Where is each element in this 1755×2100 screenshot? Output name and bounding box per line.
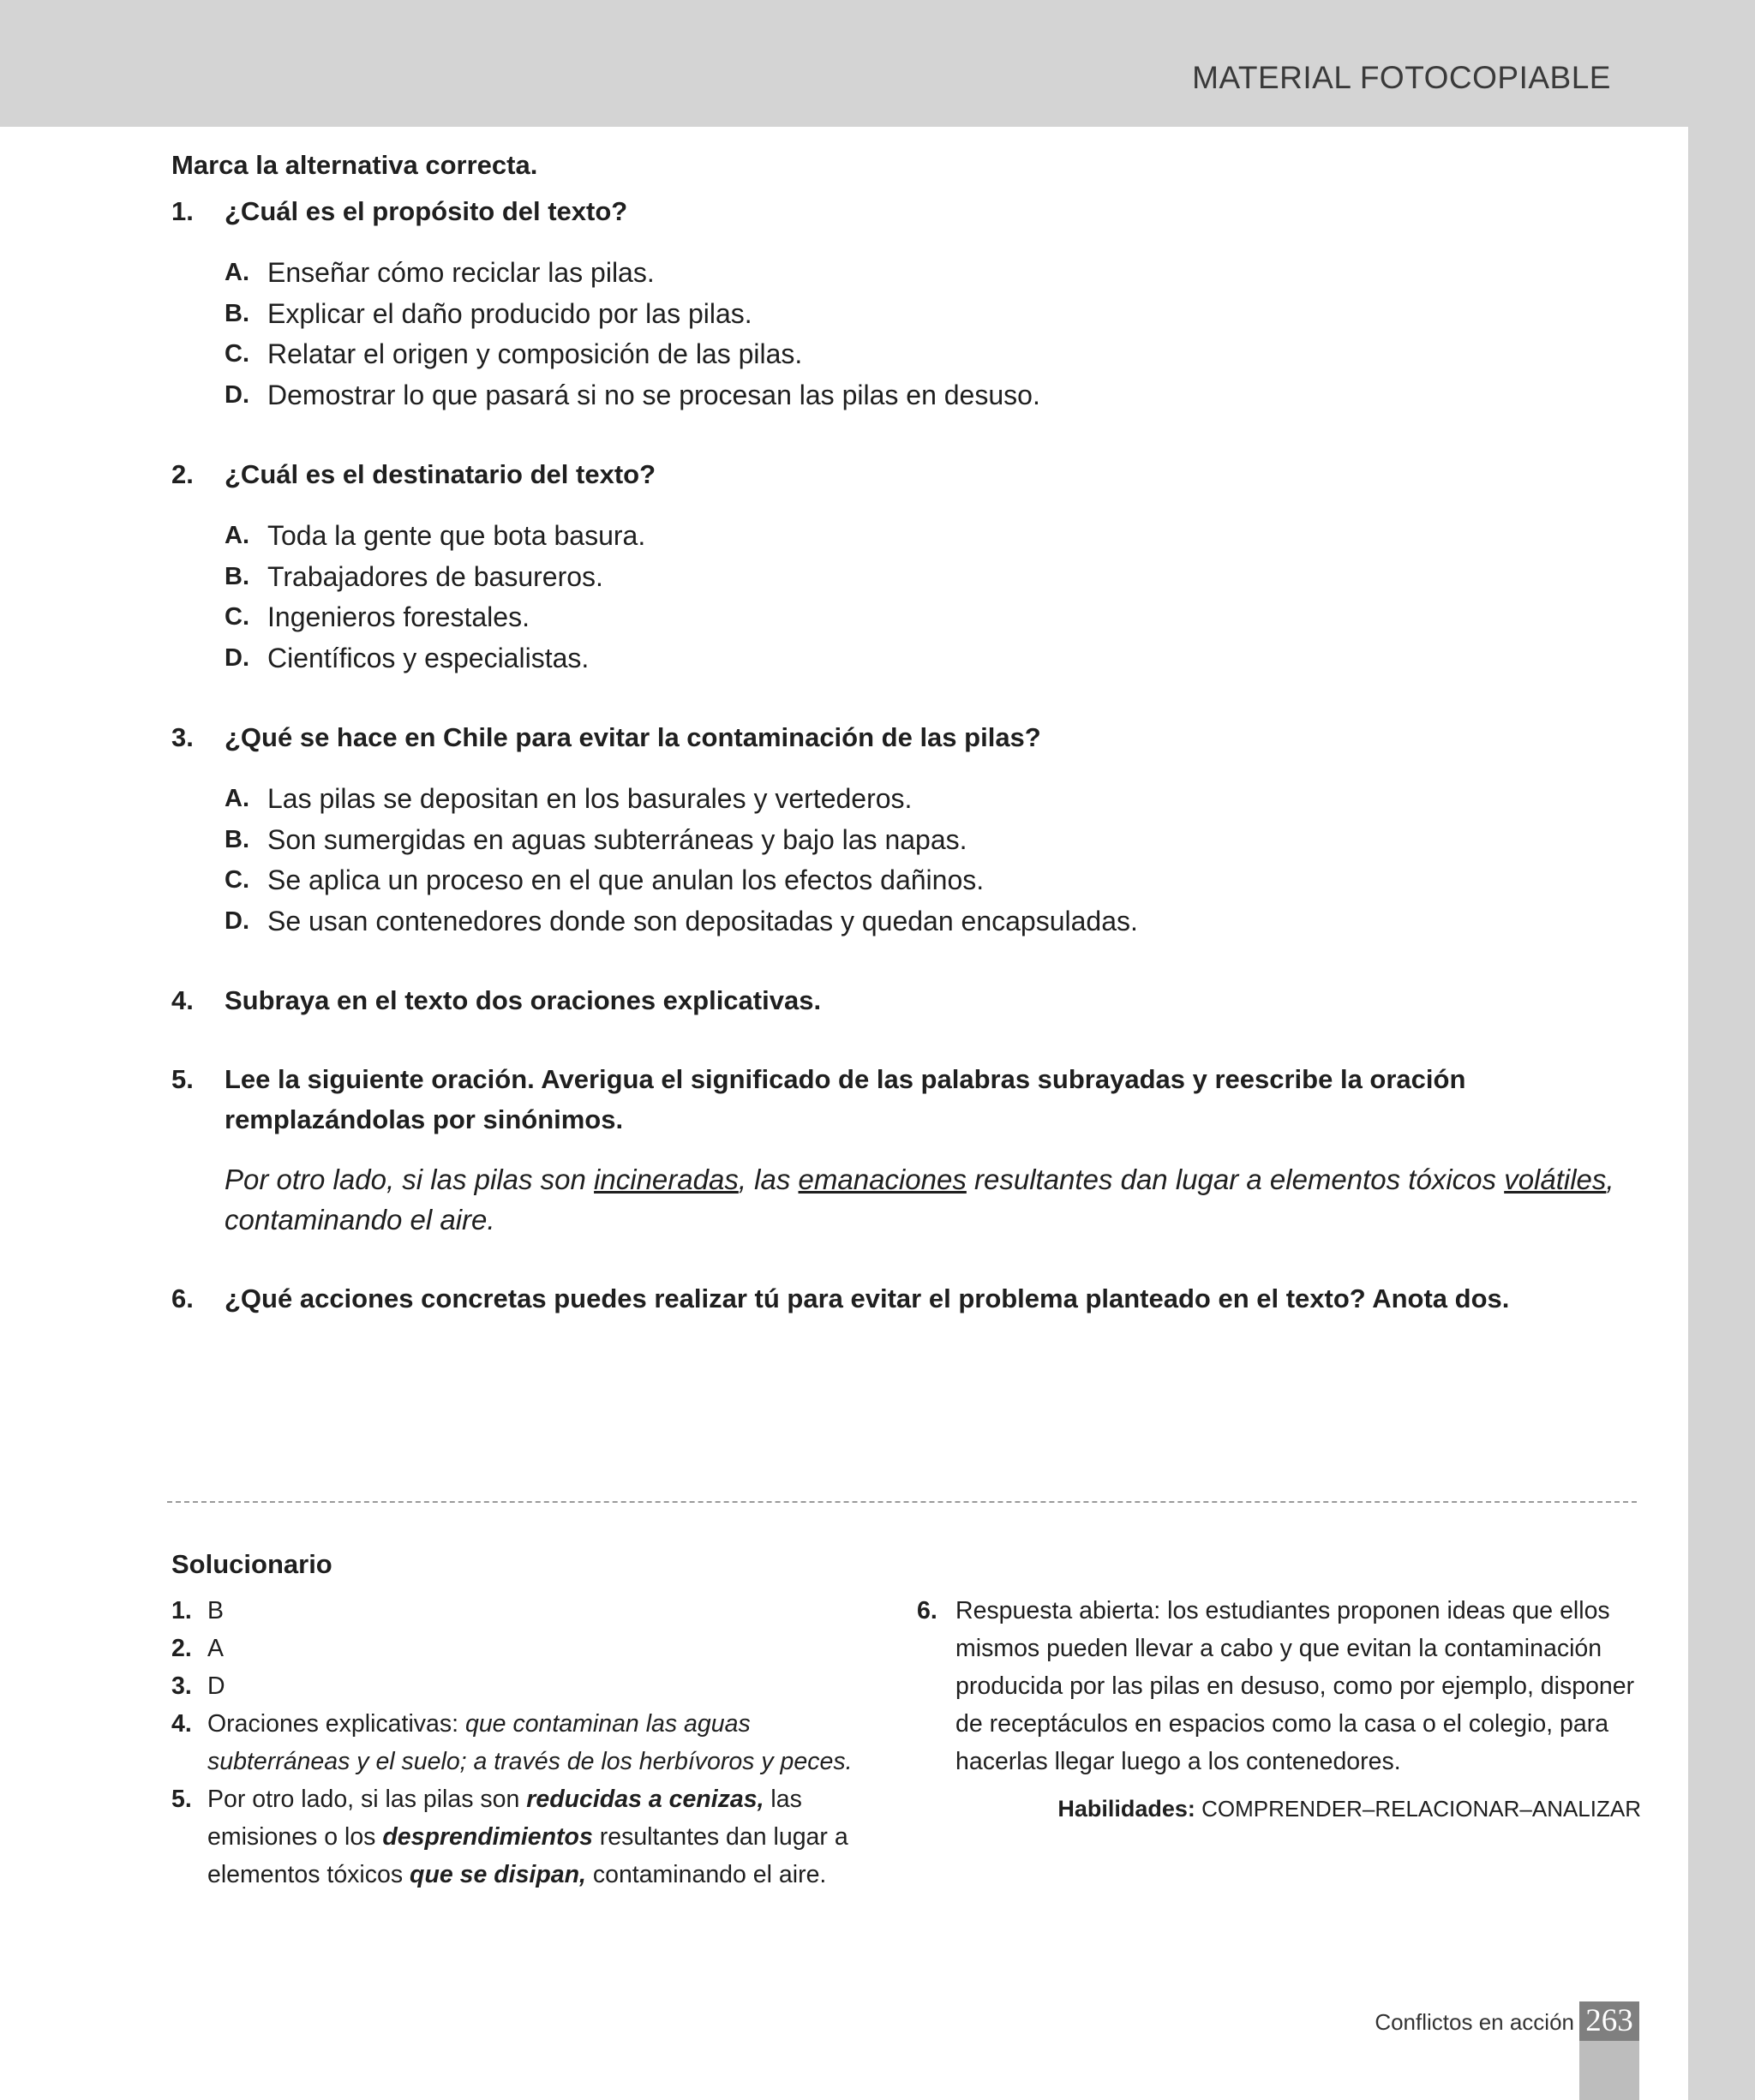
option-c[interactable]	[225, 334, 1637, 375]
option-letter: B.	[225, 299, 249, 327]
worksheet	[171, 150, 1637, 1357]
answer-2	[171, 1630, 891, 1667]
option-letter: B.	[225, 825, 249, 853]
option-letter: B.	[225, 562, 249, 590]
answer-text: contaminando el aire.	[585, 1861, 827, 1888]
answer-number: 4.	[171, 1710, 192, 1738]
question-text: ¿Cuál es el destinatario del texto?	[225, 459, 656, 489]
option-text: Explicar el daño producido por las pilas.	[267, 297, 752, 329]
answer-text: Por otro lado, si las pilas son	[207, 1786, 527, 1813]
option-b[interactable]	[225, 557, 1637, 598]
sentence-text: , contaminando el aire.	[225, 1164, 1614, 1235]
underlined-word: emanaciones	[798, 1164, 967, 1195]
question-number: 4.	[171, 985, 194, 1015]
options-list	[225, 779, 1637, 942]
answer-text: Respuesta abierta: los estudiantes proponen ideas que ellos mismos pueden llevar a cabo y que evitan la contaminación producida por las pilas en desuso, como por ejemplo, disponer de receptáculos en espacios como la casa o el colegio, para hacerlas llegar luego a los contenedores.	[955, 1597, 1635, 1775]
answer-5	[171, 1780, 891, 1894]
dashed-divider	[167, 1501, 1637, 1503]
answer-key-left-column	[171, 1592, 891, 1894]
option-text: Son sumergidas en aguas subterráneas y bajo las napas.	[267, 823, 967, 855]
question-6	[171, 1278, 1637, 1319]
question-number: 1.	[171, 196, 194, 226]
option-text: Trabajadores de basureros.	[267, 560, 603, 592]
option-a[interactable]	[225, 253, 1637, 294]
answer-text: Oraciones explicativas:	[207, 1710, 465, 1738]
answer-text: las emisiones o los	[207, 1786, 802, 1851]
answer-text: B	[207, 1597, 225, 1624]
side-strip	[1688, 127, 1755, 2100]
instruction: Marca la alternativa correcta.	[171, 150, 538, 180]
skills-line	[917, 1796, 1641, 1822]
question-number: 5.	[171, 1064, 194, 1094]
synonym-text: reducidas a cenizas,	[526, 1786, 764, 1813]
answer-number: 3.	[171, 1672, 192, 1700]
option-text: Las pilas se depositan en los basurales y vertederos.	[267, 783, 913, 814]
answer-number: 6.	[917, 1597, 937, 1624]
option-letter: D.	[225, 380, 249, 409]
answer-key-title: Solucionario	[171, 1549, 332, 1579]
question-3	[171, 717, 1637, 942]
answer-4	[171, 1705, 891, 1780]
option-text: Científicos y especialistas.	[267, 642, 590, 673]
example-sentence	[225, 1159, 1637, 1240]
option-letter: C.	[225, 866, 249, 894]
option-c[interactable]	[225, 597, 1637, 638]
page-tab	[1579, 2041, 1639, 2100]
option-text: Se usan contenedores donde son depositadas y quedan encapsuladas.	[267, 905, 1138, 936]
question-number: 2.	[171, 459, 194, 489]
answer-text: resultantes dan lugar a elementos tóxicos	[207, 1823, 848, 1888]
option-text: Demostrar lo que pasará si no se procesan las pilas en desuso.	[267, 379, 1040, 410]
option-letter: C.	[225, 340, 249, 368]
option-text: Toda la gente que bota basura.	[267, 520, 646, 551]
page-number: 263	[1579, 2001, 1639, 2041]
synonym-text: que se disipan,	[410, 1861, 586, 1888]
answer-1	[171, 1592, 891, 1630]
option-text: Se aplica un proceso en el que anulan los efectos dañinos.	[267, 865, 985, 895]
option-b[interactable]	[225, 294, 1637, 335]
skills-value: COMPRENDER–RELACIONAR–ANALIZAR	[1195, 1796, 1641, 1822]
answer-key-right-column	[917, 1592, 1641, 1822]
option-text: Ingenieros forestales.	[267, 601, 530, 632]
footer-book-title: Conflictos en acción	[1375, 2009, 1574, 2035]
question-text: ¿Qué acciones concretas puedes realizar tú para evitar el problema planteado en el texto? Anota dos.	[225, 1283, 1510, 1313]
option-letter: A.	[225, 259, 249, 286]
answer-italic-text: que contaminan las aguas subterráneas y el suelo; a través de los herbívoros y peces.	[207, 1710, 853, 1775]
option-letter: D.	[225, 643, 249, 672]
underlined-word: volátiles	[1504, 1164, 1607, 1195]
option-b[interactable]	[225, 820, 1637, 861]
synonym-text: desprendimientos	[382, 1823, 593, 1851]
option-d[interactable]	[225, 638, 1637, 679]
option-letter: A.	[225, 522, 249, 549]
question-4	[171, 980, 1637, 1020]
answer-text: A	[207, 1635, 225, 1662]
answer-3	[171, 1667, 891, 1705]
sentence-text: Por otro lado, si las pilas son	[225, 1164, 595, 1195]
sentence-text: , las	[738, 1164, 799, 1195]
question-1	[171, 191, 1637, 416]
question-text: Lee la siguiente oración. Averigua el significado de las palabras subrayadas y reescribe la oración remplazándolas por sinónimos.	[225, 1064, 1466, 1134]
option-d[interactable]	[225, 901, 1637, 942]
answer-number: 5.	[171, 1786, 192, 1813]
options-list	[225, 516, 1637, 679]
option-letter: D.	[225, 906, 249, 935]
options-list	[225, 253, 1637, 416]
answer-6	[917, 1592, 1641, 1780]
option-text: Enseñar cómo reciclar las pilas.	[267, 257, 655, 288]
option-a[interactable]	[225, 516, 1637, 557]
option-d[interactable]	[225, 375, 1637, 416]
option-letter: C.	[225, 603, 249, 631]
answer-key	[171, 1549, 1641, 1888]
question-number: 6.	[171, 1283, 194, 1313]
question-2	[171, 454, 1637, 679]
question-text: ¿Qué se hace en Chile para evitar la contaminación de las pilas?	[225, 722, 1041, 752]
question-text: ¿Cuál es el propósito del texto?	[225, 196, 628, 226]
answer-number: 2.	[171, 1635, 192, 1662]
underlined-word: incineradas	[594, 1164, 739, 1195]
question-text: Subraya en el texto dos oraciones explicativas.	[225, 985, 822, 1015]
sentence-text: resultantes dan lugar a elementos tóxicos	[966, 1164, 1505, 1195]
header-label: MATERIAL FOTOCOPIABLE	[1192, 60, 1611, 95]
question-number: 3.	[171, 722, 194, 752]
option-a[interactable]	[225, 779, 1637, 820]
question-5	[171, 1059, 1637, 1240]
option-text: Relatar el origen y composición de las pilas.	[267, 338, 803, 369]
option-c[interactable]	[225, 860, 1637, 901]
answer-text: D	[207, 1672, 225, 1700]
option-letter: A.	[225, 785, 249, 812]
skills-label: Habilidades:	[1057, 1796, 1195, 1822]
answer-number: 1.	[171, 1597, 192, 1624]
